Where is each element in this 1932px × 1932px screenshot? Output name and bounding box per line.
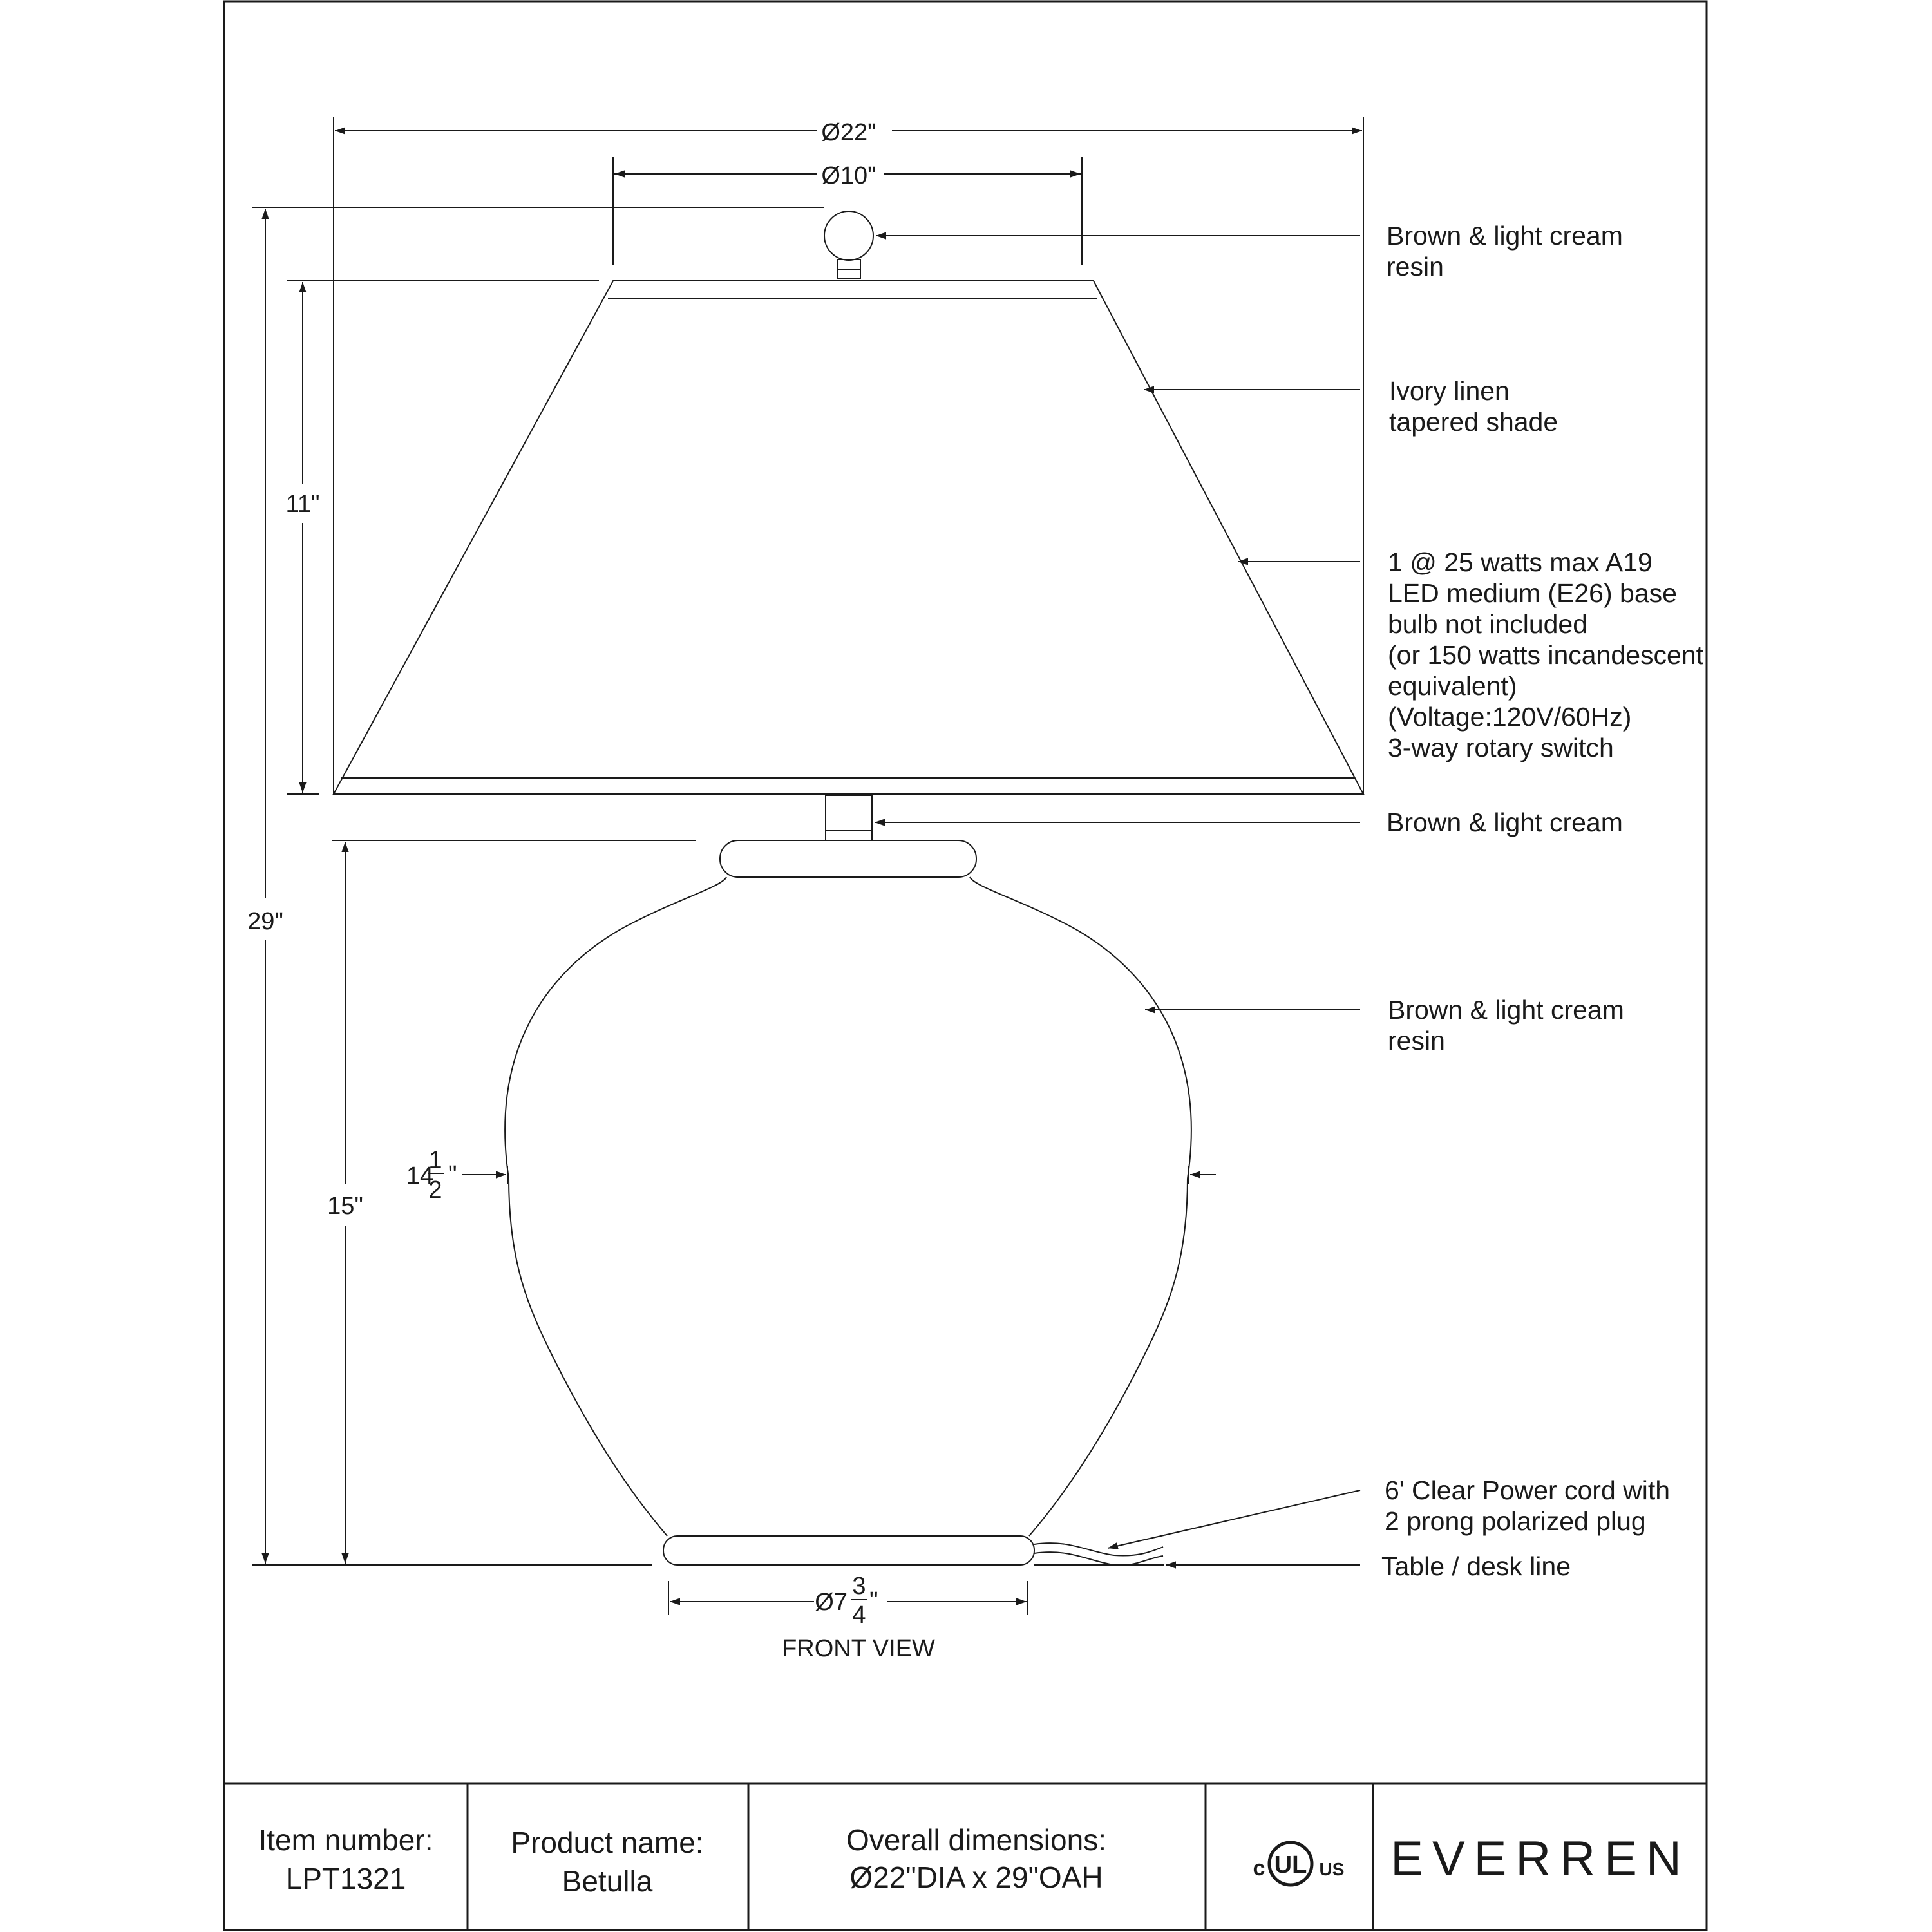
dim-body-width-whole: 14 — [406, 1162, 434, 1189]
ul-mark-c: c — [1253, 1856, 1265, 1880]
callout-line: resin — [1387, 252, 1444, 281]
body-collar — [720, 840, 976, 877]
dim-body-width — [406, 1147, 457, 1204]
callout-cord — [1385, 1475, 1670, 1536]
dim-overall-height: 29" — [247, 908, 283, 935]
callout-line: resin — [1388, 1026, 1445, 1056]
title-block — [224, 1783, 1707, 1930]
ul-mark-ul: UL — [1274, 1852, 1307, 1879]
finial — [824, 211, 873, 260]
callout-leaders — [875, 236, 1360, 1565]
callout-line: Ivory linen — [1389, 376, 1510, 406]
callout-shade — [1389, 376, 1558, 437]
lamp-body — [505, 877, 1191, 1536]
product-name-label: Product name: — [511, 1826, 704, 1859]
callout-body — [1388, 995, 1624, 1056]
callout-line: 2 prong polarized plug — [1385, 1506, 1646, 1536]
dim-shade-height: 11" — [285, 491, 320, 518]
callout-line: 3-way rotary switch — [1388, 733, 1614, 762]
page-border — [224, 1, 1707, 1930]
dimension-lines — [252, 117, 1363, 1615]
callout-line: Table / desk line — [1381, 1551, 1571, 1581]
item-number-label: Item number: — [258, 1823, 433, 1857]
dim-foot-prefix: Ø7 — [815, 1589, 848, 1616]
callout-line: 1 @ 25 watts max A19 — [1388, 547, 1653, 577]
dim-body-width-den: 2 — [428, 1177, 442, 1204]
callout-line: Brown & light cream — [1387, 221, 1623, 251]
dim-overall-diameter: Ø22" — [821, 119, 876, 146]
ul-certification-mark — [1253, 1842, 1345, 1885]
callout-line: bulb not included — [1388, 609, 1588, 639]
callout-neck — [1387, 808, 1623, 837]
overall-dimensions-label: Overall dimensions: — [846, 1823, 1106, 1857]
brand-logo: EVERREN — [1390, 1832, 1690, 1886]
view-label: FRONT VIEW — [782, 1635, 935, 1662]
dim-foot-diameter — [815, 1573, 878, 1629]
ul-mark-us: US — [1319, 1859, 1345, 1879]
lamp-foot — [663, 1536, 1034, 1565]
callout-line: Brown & light cream — [1388, 995, 1624, 1025]
callout-line: (Voltage:120V/60Hz) — [1388, 702, 1632, 732]
callout-finial — [1387, 221, 1623, 281]
callout-line: 6' Clear Power cord with — [1385, 1475, 1671, 1505]
dim-foot-suffix: " — [869, 1587, 878, 1615]
callout-line: Brown & light cream — [1387, 808, 1623, 837]
dim-body-width-num: 1 — [428, 1147, 442, 1174]
dim-base-height: 15" — [327, 1193, 363, 1220]
dim-top-diameter: Ø10" — [821, 162, 876, 189]
dimension-labels — [247, 119, 935, 1662]
dim-body-width-suffix: " — [448, 1161, 457, 1188]
lamp-neck — [826, 795, 872, 840]
product-name-value: Betulla — [562, 1864, 653, 1898]
callout-line: LED medium (E26) base — [1388, 578, 1677, 608]
item-number-value: LPT1321 — [285, 1862, 406, 1895]
overall-dimensions-value: Ø22"DIA x 29"OAH — [849, 1861, 1103, 1894]
lamp-shade — [334, 281, 1363, 794]
callout-table — [1381, 1551, 1571, 1581]
callout-line: (or 150 watts incandescent — [1388, 640, 1703, 670]
callout-line: tapered shade — [1389, 407, 1558, 437]
dim-foot-num: 3 — [852, 1573, 866, 1600]
callout-bulb — [1388, 547, 1704, 762]
lamp-drawing — [334, 211, 1363, 1566]
callout-line: equivalent) — [1388, 671, 1517, 701]
power-cord — [1034, 1543, 1163, 1566]
dim-foot-den: 4 — [852, 1602, 866, 1629]
